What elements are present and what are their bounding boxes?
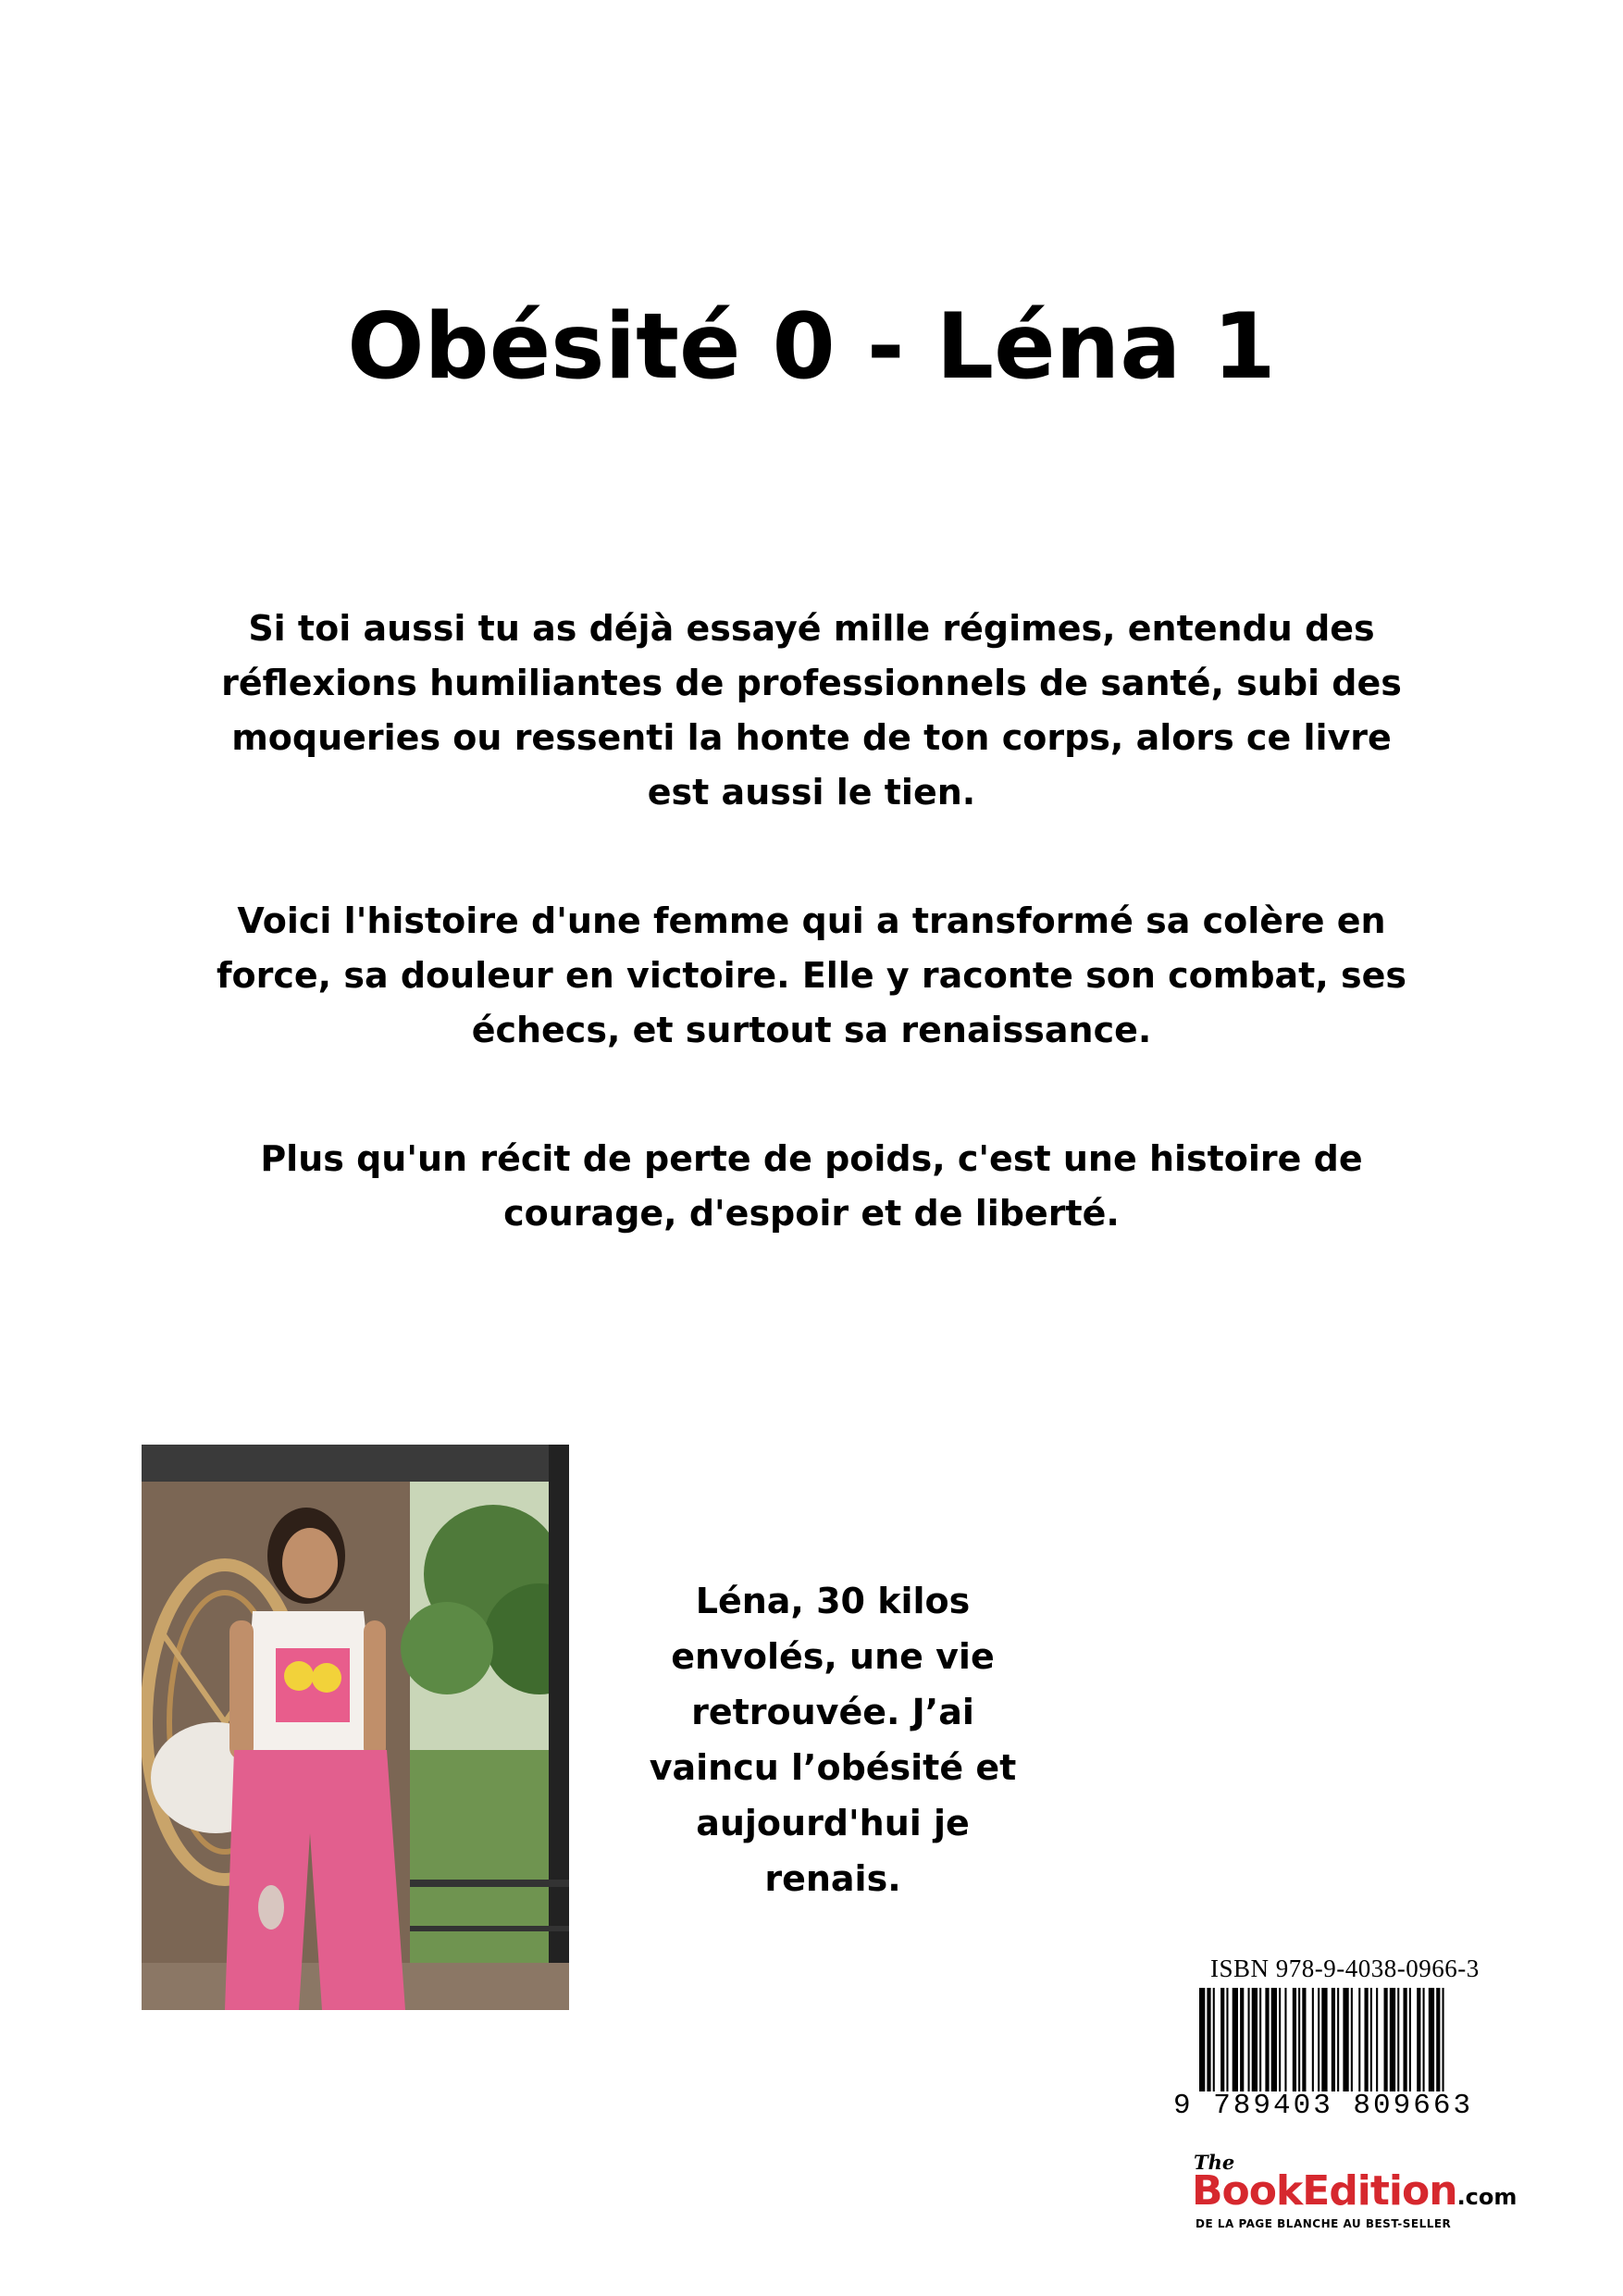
barcode-bar — [1279, 1988, 1281, 2091]
author-caption: Léna, 30 kilos envolés, une vie retrouvée. J’ai vaincu l’obésité et aujourd'hui je renais. — [649, 1581, 1017, 1899]
barcode-bar — [1284, 1988, 1286, 2091]
publisher-name: BookEdition — [1192, 2167, 1457, 2215]
isbn-barcode — [1173, 1955, 1510, 2127]
publisher-tagline: DE LA PAGE BLANCHE AU BEST-SELLER — [1196, 2217, 1452, 2230]
barcode-bar — [1376, 1988, 1378, 2091]
barcode-bar — [1409, 1988, 1411, 2091]
barcode-bar — [1248, 1988, 1250, 2091]
barcode-bar — [1390, 1988, 1395, 2091]
barcode-bar — [1233, 1988, 1238, 2091]
book-title: Obésité 0 - Léna 1 — [347, 294, 1276, 400]
publisher-suffix: .com — [1456, 2184, 1518, 2210]
isbn-label: ISBN 978-9-4038-0966-3 — [1210, 1955, 1480, 1982]
barcode-bars — [1199, 1988, 1505, 2091]
barcode-bar — [1302, 1988, 1306, 2091]
barcode-bar — [1423, 1988, 1425, 2091]
publisher-the: The — [1194, 2151, 1235, 2174]
barcode-bar — [1343, 1988, 1348, 2091]
publisher-logo — [1190, 2151, 1532, 2234]
author-photo — [142, 1445, 569, 2010]
barcode-bar — [1443, 1988, 1444, 2091]
barcode-bar — [1370, 1988, 1372, 2091]
blurb-paragraph-2: Voici l'histoire d'une femme qui a transformé sa colère en force, sa douleur en victoire. Elle y raconte son combat, ses échecs, et surtout sa renaissance. — [216, 900, 1407, 1050]
barcode-bar — [1351, 1988, 1353, 2091]
barcode-bar — [1397, 1988, 1399, 2091]
blurb-paragraph-3: Plus qu'un récit de perte de poids, c'est une histoire de courage, d'espoir et de liberté. — [260, 1138, 1363, 1234]
barcode-bar — [1265, 1988, 1269, 2091]
author-photo-illustration — [142, 1445, 569, 2010]
barcode-bar — [1213, 1988, 1215, 2091]
barcode-bar — [1312, 1988, 1314, 2091]
barcode-bar — [1226, 1988, 1228, 2091]
barcode-bar — [1252, 1988, 1258, 2091]
barcode-bar — [1436, 1988, 1440, 2091]
barcode-bar — [1271, 1988, 1277, 2091]
barcode-digits: 9 789403 809663 — [1173, 2090, 1474, 2122]
blurb-paragraph-1: Si toi aussi tu as déjà essayé mille régimes, entendu des réflexions humiliantes de professionnels de santé, subi des moqueries ou ressenti la honte de ton corps, alors ce livre est aussi le tien. — [221, 608, 1402, 813]
barcode-bar — [1207, 1988, 1210, 2091]
barcode-bar — [1384, 1988, 1388, 2091]
barcode-bar — [1332, 1988, 1335, 2091]
barcode-bar — [1321, 1988, 1327, 2091]
barcode-bar — [1429, 1988, 1434, 2091]
barcode-bar — [1318, 1988, 1319, 2091]
barcode-bar — [1337, 1988, 1339, 2091]
barcode-bar — [1220, 1988, 1224, 2091]
barcode-bar — [1259, 1988, 1261, 2091]
barcode-bar — [1240, 1988, 1244, 2091]
barcode-bar — [1358, 1988, 1360, 2091]
barcode-bar — [1199, 1988, 1205, 2091]
barcode-bar — [1293, 1988, 1296, 2091]
barcode-bar — [1404, 1988, 1407, 2091]
barcode-bar — [1298, 1988, 1300, 2091]
barcode-bar — [1365, 1988, 1369, 2091]
barcode-bar — [1417, 1988, 1420, 2091]
